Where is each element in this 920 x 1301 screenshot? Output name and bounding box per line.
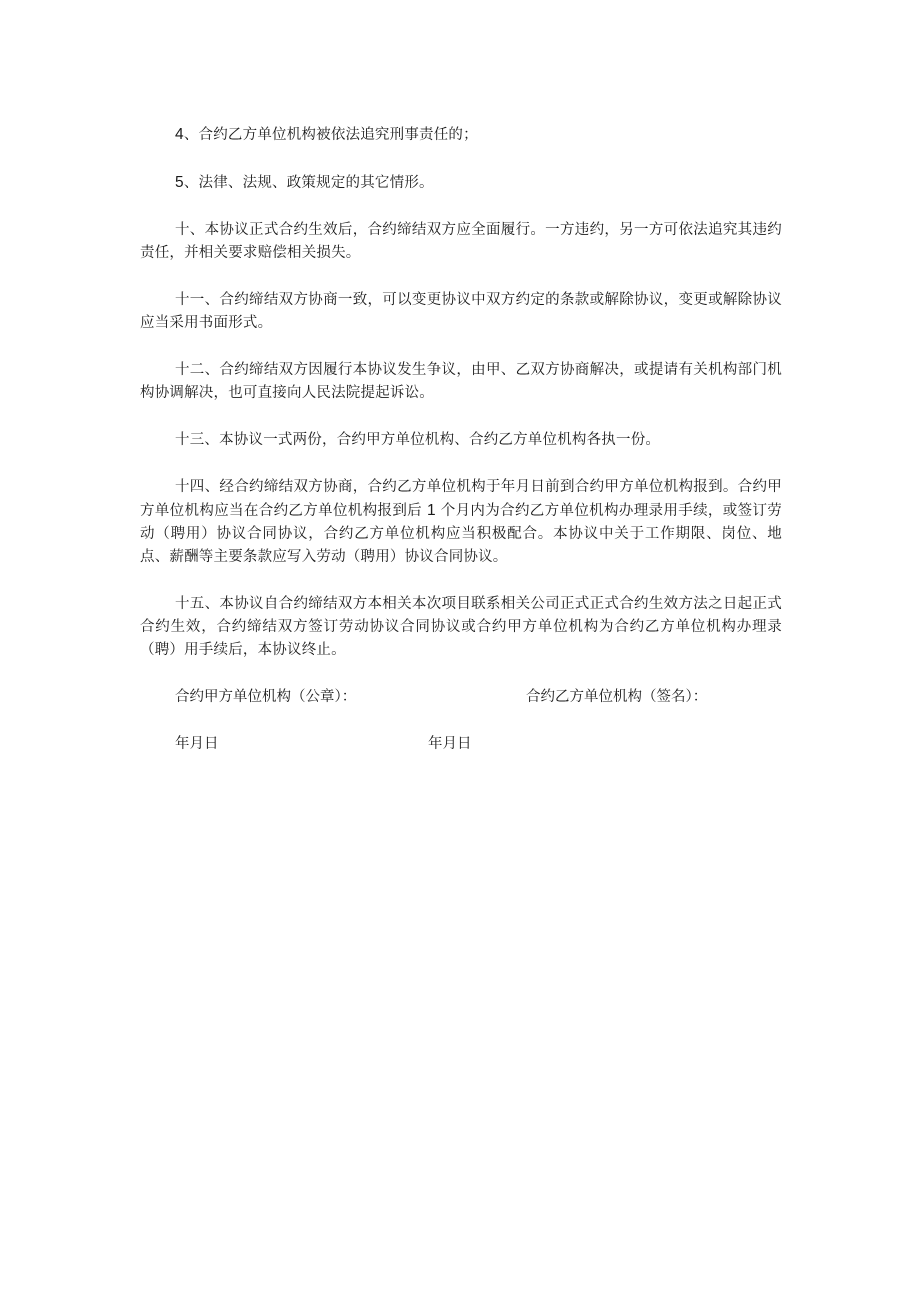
item-text: 、法律、法规、政策规定的其它情形。 (183, 175, 434, 191)
clause-12: 十二、合约缔结双方因履行本协议发生争议，由甲、乙双方协商解决，或提请有关机构部门机构协调解决，也可直接向人民法院提起诉讼。 (140, 362, 782, 401)
clause-14-part-a: 十四、经合约缔结双方协商，合约乙方单位机构于年月日前到合约甲方单位机构报到。合约甲方单位机构应当在合约乙方单位机构报到后 (140, 479, 782, 519)
party-b-signature-label: 合约乙方单位机构（签名）： (526, 689, 708, 705)
clause-14 (140, 476, 782, 569)
clause-item-5 (140, 171, 782, 195)
party-a-date-label: 年月日 (175, 736, 219, 752)
clause-13: 十三、本协议一式两份，合约甲方单位机构、合约乙方单位机构各执一份。 (175, 432, 661, 448)
document-body (140, 123, 782, 780)
clause-10: 十、本协议正式合约生效后，合约缔结双方应全面履行。一方违约，另一方可依法追究其违约责任，并相关要求赔偿相关损失。 (140, 222, 782, 261)
party-a-signature-label: 合约甲方单位机构（公章）： (175, 689, 357, 705)
clause-14-part-b: 个月内为合约乙方单位机构办理录用手续，或签订劳动（聘用）协议合同协议，合约乙方单位机构应当积极配合。本协议中关于工作期限、岗位、地点、薪酬等主要条款应写入劳动（聘用）协议合同协议。 (140, 503, 782, 565)
item-text: 、合约乙方单位机构被依法追究刑事责任的； (183, 127, 478, 143)
clause-15: 十五、本协议自合约缔结双方本相关本次项目联系相关公司正式正式合约生效方法之日起正式合约生效，合约缔结双方签订劳动协议合同协议或合约甲方单位机构为合约乙方单位机构办理录（聘）用手续后，本协议终止。 (140, 596, 782, 658)
item-number: 5 (175, 174, 184, 191)
item-number: 4 (175, 126, 184, 143)
clause-11: 十一、合约缔结双方协商一致，可以变更协议中双方约定的条款或解除协议，变更或解除协议应当采用书面形式。 (140, 292, 782, 331)
signature-row (140, 686, 782, 709)
date-row (140, 733, 782, 756)
clause-item-4 (140, 123, 782, 147)
party-b-date-label: 年月日 (428, 736, 472, 752)
clause-14-number: 1 (426, 502, 436, 519)
